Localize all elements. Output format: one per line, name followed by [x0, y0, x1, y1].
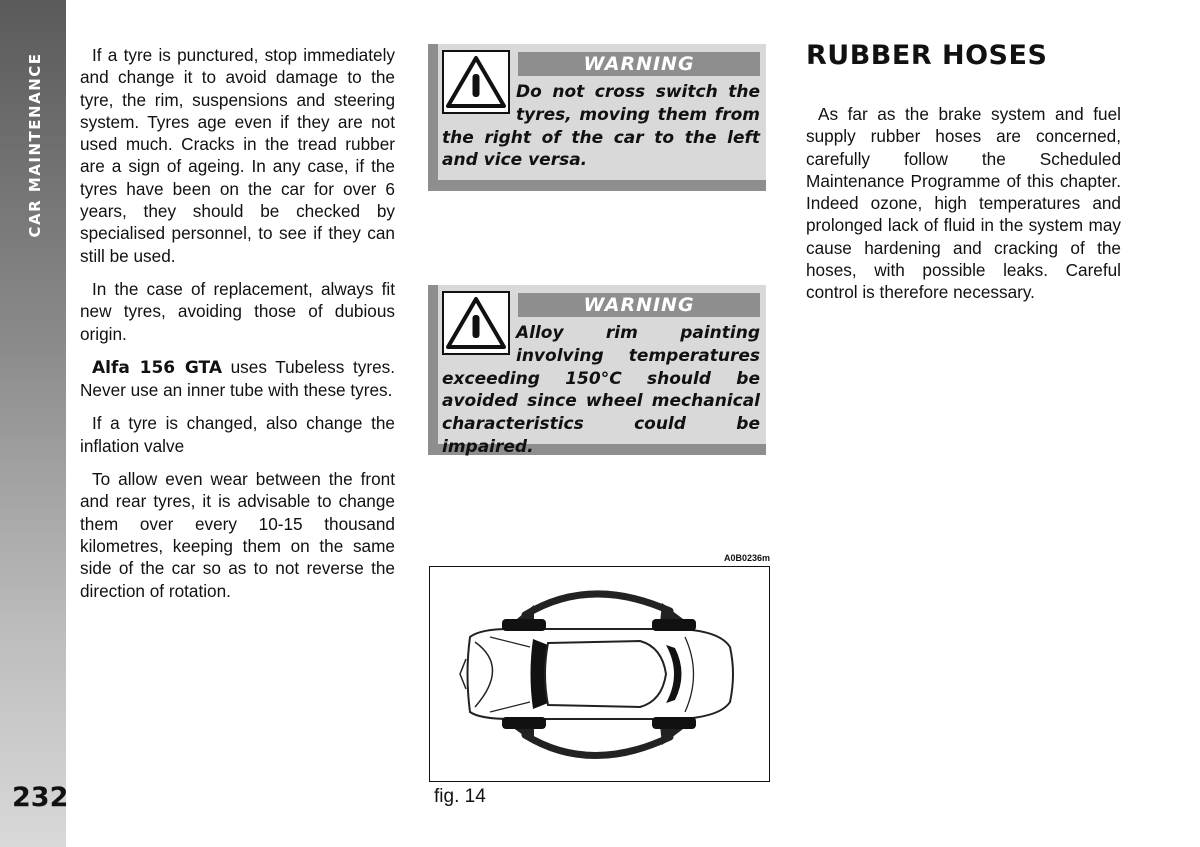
warning-text: Alloy rim painting involving temperatures exceeding 150°C should be avoided since wheel mechanical characteristics could be impaired.	[442, 323, 760, 457]
paragraph-tubeless	[80, 356, 395, 402]
figure-caption: fig. 14	[434, 786, 486, 807]
paragraph-replacement: In the case of replacement, always fit new tyres, avoiding those of dubious origin.	[80, 278, 395, 344]
brand-name: Alfa 156 GTA	[92, 357, 222, 378]
right-column	[806, 103, 1121, 315]
warning-heading: WARNING	[518, 52, 760, 76]
left-column	[80, 44, 395, 613]
paragraph-valve: If a tyre is changed, also change the inflation valve	[80, 413, 395, 456]
paragraph-puncture: If a tyre is punctured, stop immediately and change it to avoid damage to the tyre, the rim, suspensions and steering system. Tyres age even if they are not used much. Cracks in the tread rubber are a sign of ageing. In any case, if the tyres have been on the car for over 6 years, they should be checked by specialised personnel, to see if they can still be used.	[80, 45, 395, 266]
page-number: 232	[12, 782, 69, 813]
paragraph-rubber-hoses: As far as the brake system and fuel supply rubber hoses are concerned, carefully follow the Scheduled Maintenance Programme of this chapter. Indeed ozone, high temperatures and prolonged lack of fluid in the system may cause hardening and cracking of the hoses, with possible leaks. Careful control is therefore necessary.	[806, 104, 1121, 303]
side-strip	[0, 0, 69, 847]
section-title: RUBBER HOSES	[806, 40, 1048, 71]
warning-box-tyre-switch	[428, 44, 766, 191]
section-label: CAR MAINTENANCE	[26, 52, 44, 238]
figure-tyre-rotation	[429, 566, 770, 782]
figure-code: A0B0236m	[723, 553, 770, 563]
car-top-view-illustration	[430, 567, 768, 780]
warning-heading: WARNING	[518, 293, 760, 317]
tubeless-text: uses Tubeless tyres. Never use an inner tube with these tyres.	[80, 356, 395, 401]
paragraph-rotation: To allow even wear between the front and rear tyres, it is advisable to change them over every 10-15 thousand kilometres, keeping them on the same side of the car so as to not reverse the direction of rotation.	[80, 469, 395, 601]
warning-box-alloy-rim	[428, 285, 766, 455]
warning-text: Do not cross switch the tyres, moving them from the right of the car to the left and vice versa.	[442, 82, 760, 171]
